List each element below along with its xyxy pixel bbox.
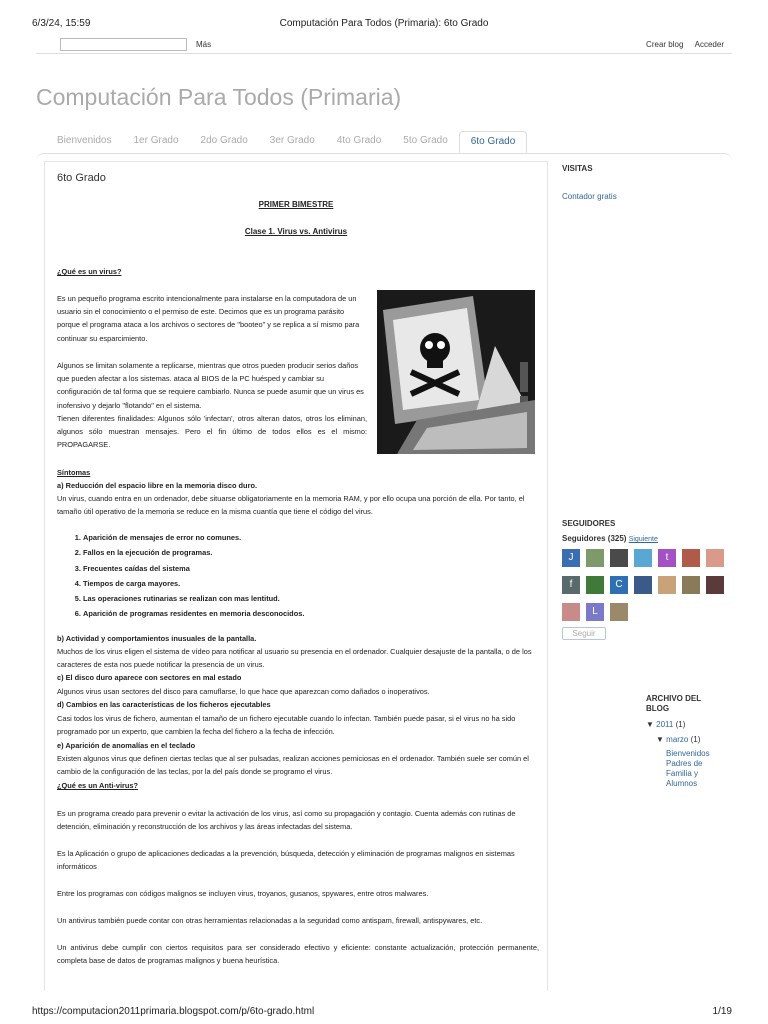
symptom-b-title: b) Actividad y comportamientos inusuales de la pantalla.: [57, 634, 257, 643]
create-blog-link[interactable]: Crear blog: [646, 40, 684, 49]
sign-in-link[interactable]: Acceder: [694, 40, 724, 49]
contador-gratis-link[interactable]: Contador gratis: [562, 192, 617, 201]
avatar[interactable]: [634, 549, 652, 567]
more-link[interactable]: Más: [196, 40, 212, 49]
symptom-a-title: a) Reducción del espacio libre en la memoria disco duro.: [57, 481, 258, 490]
avatar[interactable]: [706, 576, 724, 594]
chevron-down-icon[interactable]: ▼: [646, 720, 654, 729]
page-tabs: [46, 131, 527, 153]
list-item: 1. Aparición de mensajes de error no comunes.: [83, 530, 304, 545]
list-item: 3. Frecuentes caídas del sistema: [83, 561, 304, 576]
paragraph-antivirus-3: Entre los programas con códigos malignos se incluyen virus, troyanos, gusanos, spywares, entre otros malwares.: [57, 889, 429, 898]
symptom-c-title: c) El disco duro aparece con sectores en mal estado: [57, 673, 242, 682]
print-url: https://computacion2011primaria.blogspot.com/p/6to-grado.html: [32, 1006, 315, 1017]
chevron-down-icon[interactable]: ▼: [656, 735, 664, 744]
question-antivirus: ¿Qué es un Anti-virus?: [57, 781, 139, 790]
symptom-d-text: Casi todos los virus de fichero, aumentan el tamaño de un fichero ejecutable cuando lo infectan. También puede pasar, si el virus no ha sido programado por un experto, que cambien la fecha del fichero a la fecha de infección.: [57, 714, 516, 737]
heading-clase: Clase 1. Virus vs. Antivirus: [244, 227, 348, 236]
print-datetime: 6/3/24, 15:59: [32, 18, 91, 29]
symptom-e-title: e) Aparición de anomalías en el teclado: [57, 741, 196, 750]
archive-year[interactable]: [646, 720, 685, 729]
avatar[interactable]: J: [562, 549, 580, 567]
avatar[interactable]: f: [562, 576, 580, 594]
tab-bienvenidos[interactable]: Bienvenidos: [57, 135, 112, 146]
avatar[interactable]: [682, 549, 700, 567]
tab-5to-grado[interactable]: 5to Grado: [403, 135, 448, 146]
paragraph-antivirus-4: Un antivirus también puede contar con otras herramientas relacionadas a la seguridad como antispam, firewall, antispywares, etc.: [57, 916, 483, 925]
avatar[interactable]: [634, 576, 652, 594]
list-item: 4. Tiempos de carga mayores.: [83, 576, 304, 591]
avatar[interactable]: [682, 576, 700, 594]
followers-count: Seguidores (325): [562, 534, 627, 543]
avatar[interactable]: [610, 603, 628, 621]
symptom-c-text: Algunos virus usan sectores del disco para camuflarse, lo que hace que aparezcan como dañados o inoperativos.: [57, 687, 430, 696]
virus-skull-image: [377, 290, 535, 454]
blog-title[interactable]: Computación Para Todos (Primaria): [36, 84, 402, 110]
paragraph-virus-purpose: Tienen diferentes finalidades: Algunos sólo 'infectan', otros alteran datos, otros los eliminan, algunos sólo muestran mensajes. Pero el fin último de todos ellos es el mismo: PROPAGARSE.: [57, 414, 367, 450]
avatar[interactable]: [586, 549, 604, 567]
paragraph-virus-damage: Algunos se limitan solamente a replicarse, mientras que otros pueden producir serios daños que pueden afectar a los sistemas. ataca al BIOS de la PC huésped y cambiar su configuración de tal forma que se requiere cambiarlo. Nunca se puede asumir que un virus es inofensivo y dejarlo "flotando" en el sistema.: [57, 361, 364, 410]
paragraph-antivirus-2: Es la Aplicación o grupo de aplicaciones dedicadas a la prevención, búsqueda, detección y eliminación de programas malignos en sistemas informáticos: [57, 849, 515, 872]
avatar[interactable]: [586, 576, 604, 594]
question-virus: ¿Qué es un virus?: [57, 267, 122, 276]
avatar[interactable]: [562, 603, 580, 621]
paragraph-virus-definition: Es un pequeño programa escrito intencionalmente para instalarse en la computadora de un usuario sin el conocimiento o el permiso de este. Decimos que es un programa parásito porque el programa ataca a los archivos o sectores de "booteo" y se replica a sí mismo para continuar su esparcimiento.: [57, 294, 360, 343]
tab-3er-grado[interactable]: 3er Grado: [269, 135, 315, 146]
symptom-b-text: Muchos de los virus eligen el sistema de vídeo para notificar al usuario su presencia en el ordenador. Cualquier desajuste de la pantalla, o de los caracteres de esta nos puede notificar la presencia de un virus.: [57, 647, 532, 670]
avatar[interactable]: [658, 576, 676, 594]
avatar[interactable]: t: [658, 549, 676, 567]
tab-2do-grado[interactable]: 2do Grado: [200, 135, 248, 146]
print-page-title: Computación Para Todos (Primaria): 6to Grado: [279, 18, 489, 29]
paragraph-antivirus-5: Un antivirus debe cumplir con ciertos requisitos para ser considerado efectivo y eficiente: constante actualización, protección permanente, completa base de datos de programas malignos y buena heurística.: [57, 943, 539, 966]
heading-sintomas: Síntomas: [57, 468, 91, 477]
tab-6to-grado[interactable]: 6to Grado: [459, 131, 527, 153]
archive-year-label[interactable]: 2011: [656, 720, 674, 729]
archive-post-link[interactable]: Bienvenidos Padres de Familia y Alumnos: [666, 749, 710, 788]
symptom-d-title: d) Cambios en las características de los ficheros ejecutables: [57, 700, 271, 709]
symptom-e-text: Existen algunos virus que definen ciertas teclas que al ser pulsadas, realizan acciones perniciosas en el ordenador. También suele ser común el cambio de la configuración de las teclas, por la del país donde se programo el virus.: [57, 754, 529, 777]
tab-4to-grado[interactable]: 4to Grado: [336, 135, 382, 146]
list-item: 2. Fallos en la ejecución de programas.: [83, 545, 304, 560]
visitas-heading: VISITAS: [562, 164, 593, 173]
avatar[interactable]: [706, 549, 724, 567]
siguiente-link[interactable]: Siguiente: [628, 536, 658, 543]
avatar[interactable]: C: [610, 576, 628, 594]
print-page-number: 1/19: [712, 1006, 732, 1017]
heading-bimestre: PRIMER BIMESTRE: [258, 200, 334, 209]
list-item: 6. Aparición de programas residentes en memoria desconocidos.: [83, 606, 304, 621]
blogger-navbar: [36, 36, 732, 54]
symptom-a-text: Un virus, cuando entra en un ordenador, debe situarse obligatoriamente en la memoria RAM, y por ello ocupa una porción de ella. Por tanto, el tamaño útil operativo de la memoria se reduce en la misma cuantía que tiene el código del virus.: [57, 494, 525, 517]
post-body: [44, 161, 548, 991]
symptoms-list: [75, 530, 304, 622]
paragraph-antivirus-1: Es un programa creado para prevenir o evitar la activación de los virus, así como su propagación y contagio. Cuenta además con rutinas de detención, eliminación y reconstrucción de los archivos y las áreas infectadas del sistema.: [57, 809, 516, 832]
archive-year-count: (1): [675, 720, 686, 729]
list-item: 5. Las operaciones rutinarias se realizan con mas lentitud.: [83, 591, 304, 606]
archive-month-label[interactable]: marzo: [666, 735, 689, 744]
avatar[interactable]: L: [586, 603, 604, 621]
avatar[interactable]: [610, 549, 628, 567]
search-input[interactable]: [60, 38, 187, 51]
archive-month[interactable]: [656, 735, 700, 744]
follow-button[interactable]: Seguir: [562, 627, 606, 640]
post-title: 6to Grado: [57, 172, 106, 184]
tab-1er-grado[interactable]: 1er Grado: [133, 135, 179, 146]
archivo-heading: ARCHIVO DEL BLOG: [646, 694, 701, 713]
archive-month-count: (1): [690, 735, 701, 744]
seguidores-heading: SEGUIDORES: [562, 519, 616, 528]
